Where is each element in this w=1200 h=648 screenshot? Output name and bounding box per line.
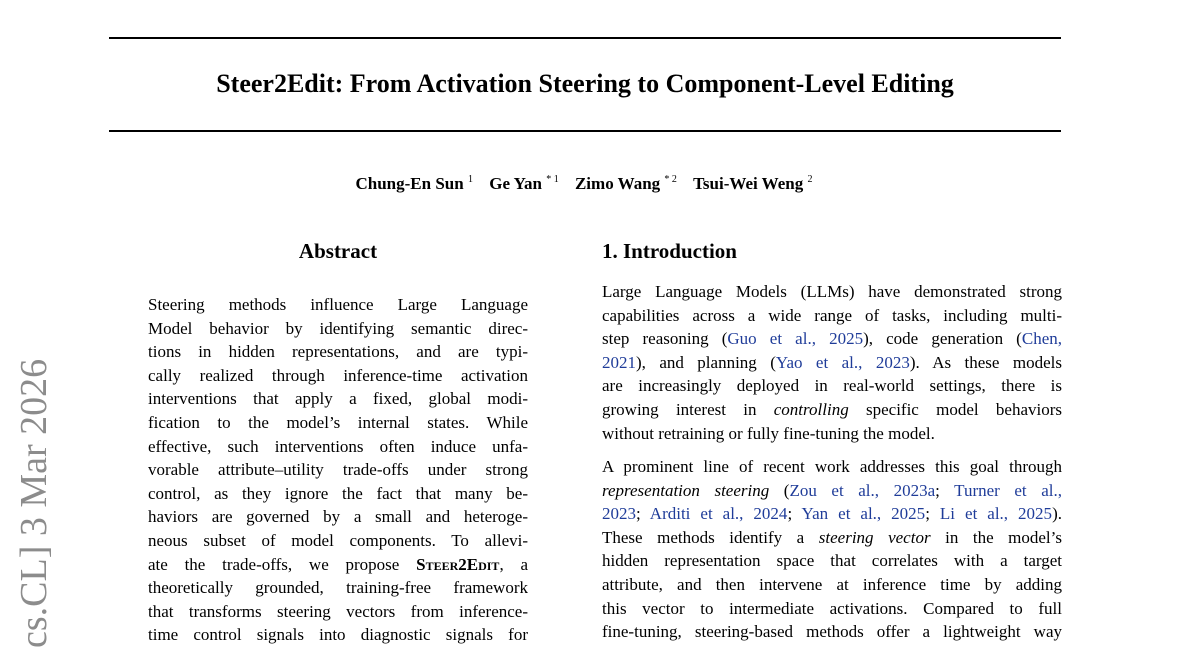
abstract-heading: Abstract [298,239,378,263]
intro-line: A prominent line of recent work addresses this goal through [602,457,1062,476]
author-affiliation: * 1 [546,174,559,185]
intro-text: ). As these models [909,352,1063,372]
intro-line: attribute, and then intervene at inference time by adding [602,574,1062,594]
emphasis: representation steering [602,480,770,500]
top-rule [109,37,1061,39]
abstract-line: effective, such interventions often induce unfa- [148,436,528,456]
author-name: Chung-En Sun [355,174,464,193]
bottom-rule [109,130,1061,132]
citation-link[interactable]: Guo et al., 2025 [727,329,864,349]
intro-line [602,502,1062,526]
author-affiliation: 1 [467,174,473,185]
intro-line [602,327,1062,351]
intro-text: ), and planning ( [636,352,776,372]
intro-text: ). [1052,504,1062,524]
citation-link[interactable]: Arditi et al., 2024 [649,504,788,524]
citation-link[interactable]: Zou et al., 2023a [789,480,936,500]
emphasis: controlling [773,399,849,419]
author [489,174,559,193]
author-list [0,174,1168,194]
intro-line: this vector to intermediate activations. Compared to full [602,598,1062,618]
intro-line: capabilities across a wide range of tasks, including multi- [602,305,1062,325]
intro-text: These methods identify a [602,527,819,547]
abstract-line [148,553,528,577]
citation-link[interactable]: Yao et al., 2023 [775,352,910,372]
intro-text: ; [935,480,955,500]
author [575,174,677,193]
introduction-heading: 1. Introduction [602,239,737,263]
author-affiliation: 2 [807,174,813,185]
intro-text: growing interest in [602,399,774,419]
abstract-text: ate the trade-offs, we propose [148,554,417,574]
abstract-line: that transforms steering vectors from inference- [148,601,528,621]
intro-text: ), code generation ( [863,329,1022,349]
abstract-line: neous subset of model components. To allevi- [148,530,528,550]
abstract-line: fication to the model’s internal states. While [148,412,528,432]
abstract-line: control, as they ignore the fact that many be- [148,483,528,503]
author-name: Zimo Wang [574,174,661,193]
author-affiliation: * 2 [664,174,677,185]
author-name: Ge Yan [489,174,542,193]
arxiv-side-stamp: cs.CL] 3 Mar 2026 [13,358,55,648]
abstract-line: Steering methods influence Large Language [148,295,528,314]
abstract-text: , a [499,554,529,574]
intro-line: hidden representation space that correlates with a target [602,551,1062,571]
intro-text: ; [925,504,940,524]
author [356,174,473,193]
abstract-line: vorable attribute–utility trade-offs under strong [148,460,528,480]
intro-line [602,526,1062,550]
intro-text: ; [787,504,802,524]
intro-line: Large Language Models (LLMs) have demonstrated strong [602,282,1062,301]
emphasis: steering vector [818,527,931,547]
intro-text: ( [769,480,790,500]
intro-line: without retraining or fully fine-tuning the model. [602,423,935,443]
intro-text: ; [636,504,650,524]
citation-link[interactable]: 2021 [602,352,636,372]
abstract-body [148,293,528,647]
author [693,174,812,193]
citation-link[interactable]: 2023 [602,504,636,524]
abstract-line: cally realized through inference-time activation [148,365,528,385]
intro-text: in the model’s [930,527,1062,547]
author-name: Tsui-Wei Weng [693,174,804,193]
intro-line [602,398,1062,422]
intro-line: are increasingly deployed in real-world settings, there is [602,376,1062,396]
intro-line [602,351,1062,375]
abstract-line: theoretically grounded, training-free framework [148,578,528,598]
paper-title: Steer2Edit: From Activation Steering to Component-Level Editing [216,69,954,98]
intro-line: fine-tuning, steering-based methods offer a lightweight way [602,622,1062,642]
citation-link[interactable]: Li et al., 2025 [939,504,1053,524]
abstract-line: tions in hidden representations, and are typi- [148,342,528,362]
citation-link[interactable]: Chen, [1021,329,1062,349]
abstract-line: interventions that apply a fixed, global modi- [148,389,528,409]
abstract-line: Model behavior by identifying semantic direc- [148,318,528,338]
intro-text: step reasoning ( [602,329,728,349]
citation-link[interactable]: Turner et al., [954,480,1062,500]
intro-paragraph [602,455,1062,644]
intro-paragraph [602,280,1062,445]
abstract-line: haviors are governed by a small and heteroge- [148,507,528,527]
citation-link[interactable]: Yan et al., 2025 [801,504,926,524]
abstract-line: time control signals into diagnostic signals for [148,625,528,645]
intro-line [602,479,1062,503]
intro-text: specific model behaviors [848,399,1062,419]
framework-name: Steer2Edit [416,554,500,574]
